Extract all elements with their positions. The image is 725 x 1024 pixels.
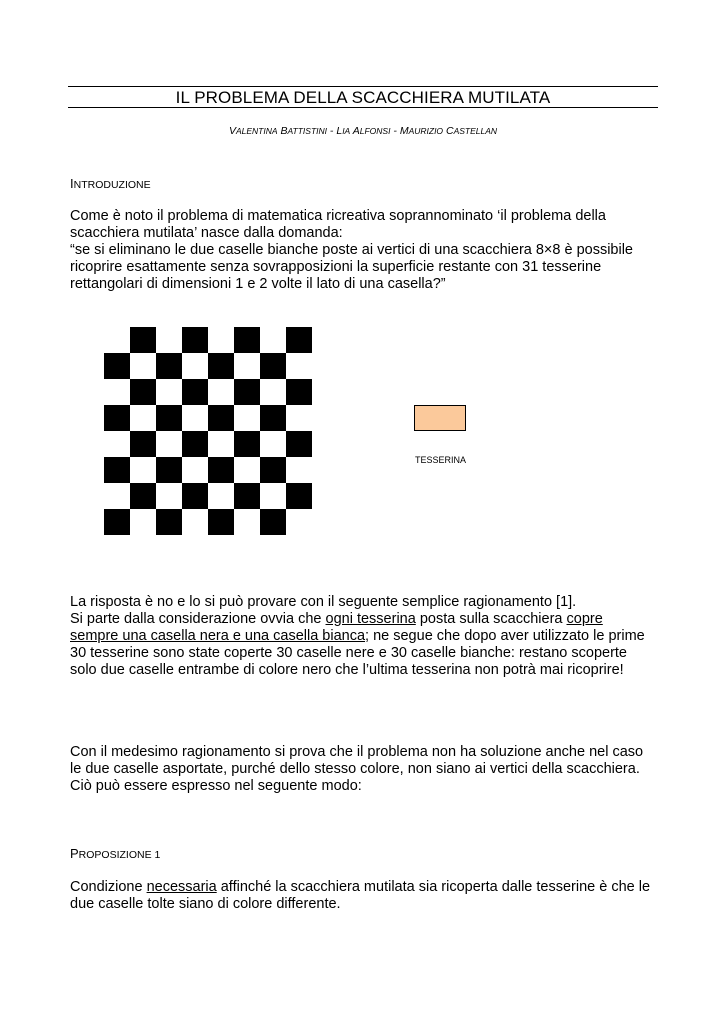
text-line: scacchiera mutilata’ nasce dalla domanda: <box>70 225 343 241</box>
board-cell-white <box>286 457 312 483</box>
board-cell-white <box>182 509 208 535</box>
text-line: Con il medesimo ragionamento si prova che il problema non ha soluzione anche nel caso <box>70 744 644 760</box>
text-line: sempre una casella nera e una casella bianca; ne segue che dopo aver utilizzato le prime <box>70 628 645 644</box>
board-cell-black <box>260 457 286 483</box>
board-cell-black <box>182 483 208 509</box>
text-line: La risposta è no e lo si può provare con il seguente semplice ragionamento [1]. <box>70 594 577 610</box>
section-heading-introduzione: INTRODUZIONE <box>70 176 151 191</box>
text-line: Condizione necessaria affinché la scacchiera mutilata sia ricoperta dalle tesserine è che le <box>70 879 651 895</box>
authors-line <box>68 125 658 137</box>
author-2: LIA ALFONSI <box>336 125 391 137</box>
board-cell-black <box>104 457 130 483</box>
board-cell-black <box>182 379 208 405</box>
text-line: 30 tesserine sono state coperte 30 caselle nere e 30 caselle bianche: restano scoperte <box>70 645 627 661</box>
board-cell-black <box>286 483 312 509</box>
intro-paragraph <box>70 208 660 293</box>
board-cell-black <box>156 457 182 483</box>
board-cell-white <box>156 431 182 457</box>
author-1: VALENTINA BATTISTINI <box>228 125 327 137</box>
board-cell-white <box>208 483 234 509</box>
domino-tile <box>414 405 466 431</box>
author-separator: - <box>390 125 400 137</box>
board-cell-black <box>286 431 312 457</box>
top-rule <box>68 86 658 87</box>
author-3: MAURIZIO CASTELLAN <box>399 125 498 137</box>
board-cell-white <box>104 483 130 509</box>
board-cell-white <box>130 457 156 483</box>
board-cell-white <box>234 353 260 379</box>
mutilated-chessboard <box>104 327 312 535</box>
board-cell-black <box>208 353 234 379</box>
board-cell-black <box>130 327 156 353</box>
board-cell-white <box>234 457 260 483</box>
general-paragraph <box>70 744 660 795</box>
board-cell-black <box>286 379 312 405</box>
board-cell-black <box>130 483 156 509</box>
board-cell-white <box>156 327 182 353</box>
board-cell-black <box>104 509 130 535</box>
board-cell-black <box>208 457 234 483</box>
board-cell-white <box>234 509 260 535</box>
board-cell-black <box>260 353 286 379</box>
text-line: rettangolari di dimensioni 1 e 2 volte il lato di una casella?” <box>70 276 446 292</box>
board-cell-white <box>260 431 286 457</box>
author-separator: - <box>327 125 337 137</box>
board-cell-black <box>130 431 156 457</box>
board-cell-white <box>182 457 208 483</box>
text-line: ricoprire esattamente senza sovrapposizioni la superficie restante con 31 tesserine <box>70 259 602 275</box>
board-cell-black <box>156 405 182 431</box>
board-cell-black <box>260 405 286 431</box>
page-title: IL PROBLEMA DELLA SCACCHIERA MUTILATA <box>175 88 551 107</box>
board-cell-black <box>182 431 208 457</box>
board-cell-white <box>182 405 208 431</box>
board-cell-white <box>130 353 156 379</box>
board-cell-black <box>208 509 234 535</box>
text-line: solo due caselle entrambe di colore nero che l’ultima tesserina non potrà mai ricoprire! <box>70 662 624 678</box>
board-cell-black <box>156 353 182 379</box>
board-cell-black <box>104 353 130 379</box>
board-cell-white <box>182 353 208 379</box>
board-cell-white <box>286 353 312 379</box>
board-cell-white <box>208 327 234 353</box>
board-cell-black <box>130 379 156 405</box>
board-cell-white <box>208 431 234 457</box>
board-cell-black <box>182 327 208 353</box>
board-cell-white <box>156 483 182 509</box>
board-cell-white <box>130 509 156 535</box>
board-cell-black <box>260 509 286 535</box>
section-heading-proposizione: PROPOSIZIONE 1 <box>70 846 161 861</box>
board-cell-white <box>104 431 130 457</box>
board-cell-white <box>156 379 182 405</box>
board-cell-white <box>260 379 286 405</box>
text-line: Si parte dalla considerazione ovvia che ogni tesserina posta sulla scacchiera copre <box>70 611 603 627</box>
text-line: Ciò può essere espresso nel seguente modo: <box>70 778 362 794</box>
board-cell-white <box>130 405 156 431</box>
board-cell-white <box>260 483 286 509</box>
board-cell-white <box>286 405 312 431</box>
board-cell-black <box>234 327 260 353</box>
board-cell-black <box>234 483 260 509</box>
proposition-paragraph <box>70 879 660 913</box>
board-cell-black <box>104 405 130 431</box>
text-line: le due caselle asportate, purché dello stesso colore, non siano ai vertici della scacchiera. <box>70 761 640 777</box>
board-cell-white <box>104 379 130 405</box>
text-line: “se si eliminano le due caselle bianche poste ai vertici di una scacchiera 8×8 è possibile <box>70 242 634 258</box>
board-cell-white <box>234 405 260 431</box>
board-cell-black <box>234 431 260 457</box>
tile-label: TESSERINA <box>415 455 467 465</box>
title-underline <box>68 107 658 108</box>
answer-paragraph <box>70 594 660 679</box>
board-cell-white <box>260 327 286 353</box>
board-cell-black <box>286 327 312 353</box>
text-line: Come è noto il problema di matematica ricreativa soprannominato ‘il problema della <box>70 208 606 224</box>
board-cell-black <box>208 405 234 431</box>
text-line: due caselle tolte siano di colore differente. <box>70 896 341 912</box>
board-cell-black <box>234 379 260 405</box>
board-cell-white <box>208 379 234 405</box>
board-cell-black <box>156 509 182 535</box>
